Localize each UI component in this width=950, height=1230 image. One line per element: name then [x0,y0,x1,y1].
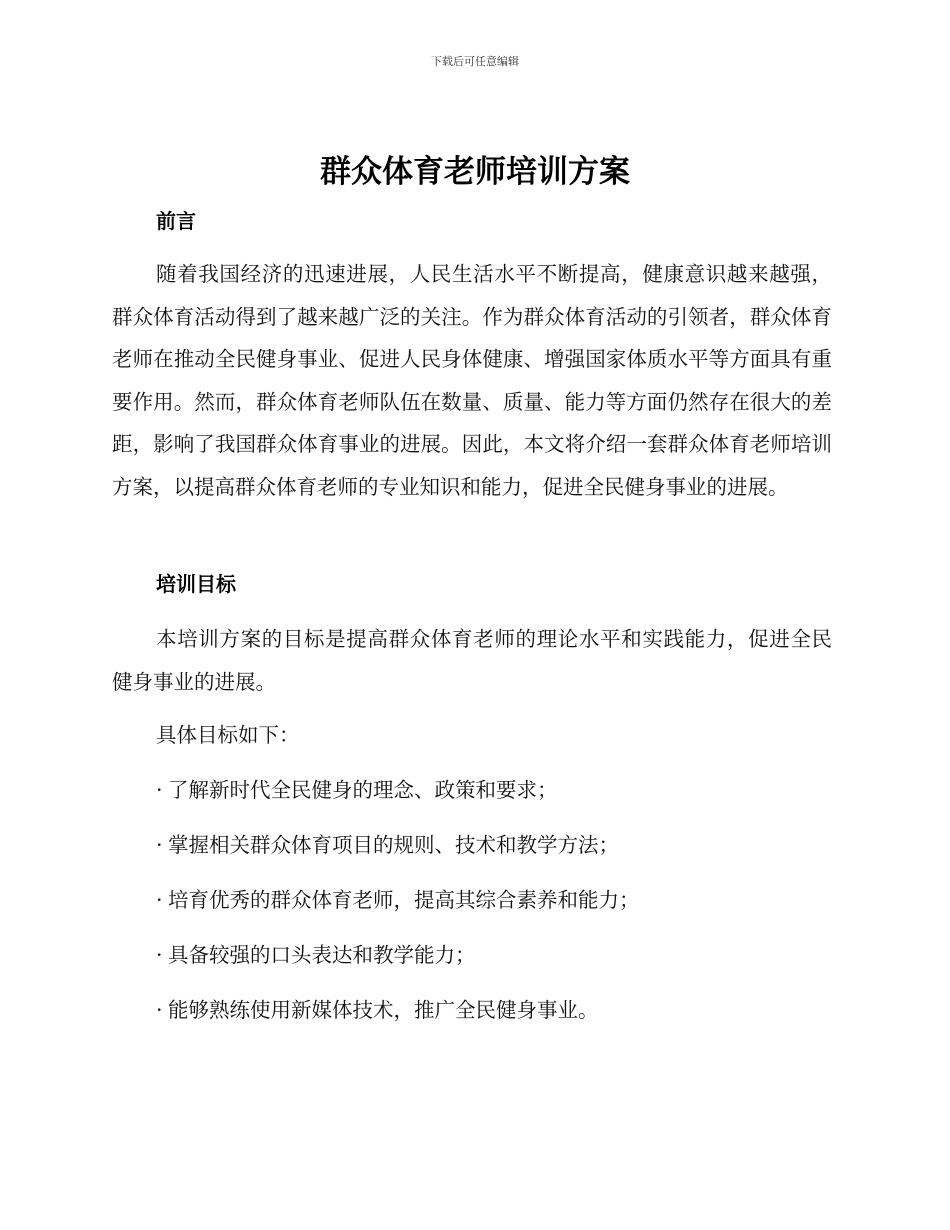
list-item-text: 了解新时代全民健身的理念、政策和要求； [168,778,558,802]
list-item [156,774,836,806]
bullet-dot: · [156,833,163,857]
list-item-text: 掌握相关群众体育项目的规则、技术和教学方法； [168,833,619,857]
bullet-dot: · [156,888,163,912]
list-item-text: 能够熟练使用新媒体技术，推广全民健身事业。 [168,998,599,1022]
section-heading-preface: 前言 [156,209,196,233]
document-title: 群众体育老师培训方案 [320,154,630,190]
list-item [156,829,836,861]
goals-list-intro: 具体目标如下： [156,723,300,747]
preface-paragraph: 随着我国经济的迅速进展，人民生活水平不断提高，健康意识越来越强，群众体育活动得到了越来越广泛的关注。作为群众体育活动的引领者，群众体育老师在推动全民健身事业、促进人民身体健康、增强国家体质水平等方面具有重要作用。然而，群众体育老师队伍在数量、质量、能力等方面仍然存在很大的差距，影响了我国群众体育事业的进展。因此，本文将介绍一套群众体育老师培训方案，以提高群众体育老师的专业知识和能力，促进全民健身事业的进展。 [112,262,832,499]
page-header-note: 下载后可任意编辑 [431,55,519,68]
list-item-text: 具备较强的口头表达和教学能力； [168,943,476,967]
list-item [156,939,836,971]
bullet-dot: · [156,943,163,967]
bullet-dot: · [156,998,163,1022]
bullet-dot: · [156,778,163,802]
list-item [156,994,836,1026]
training-goals-paragraph: 本培训方案的目标是提高群众体育老师的理论水平和实践能力，促进全民健身事业的进展。 [112,627,832,694]
list-item [156,884,836,916]
list-item-text: 培育优秀的群众体育老师，提高其综合素养和能力； [168,888,640,912]
section-heading-training-goals: 培训目标 [156,572,236,596]
